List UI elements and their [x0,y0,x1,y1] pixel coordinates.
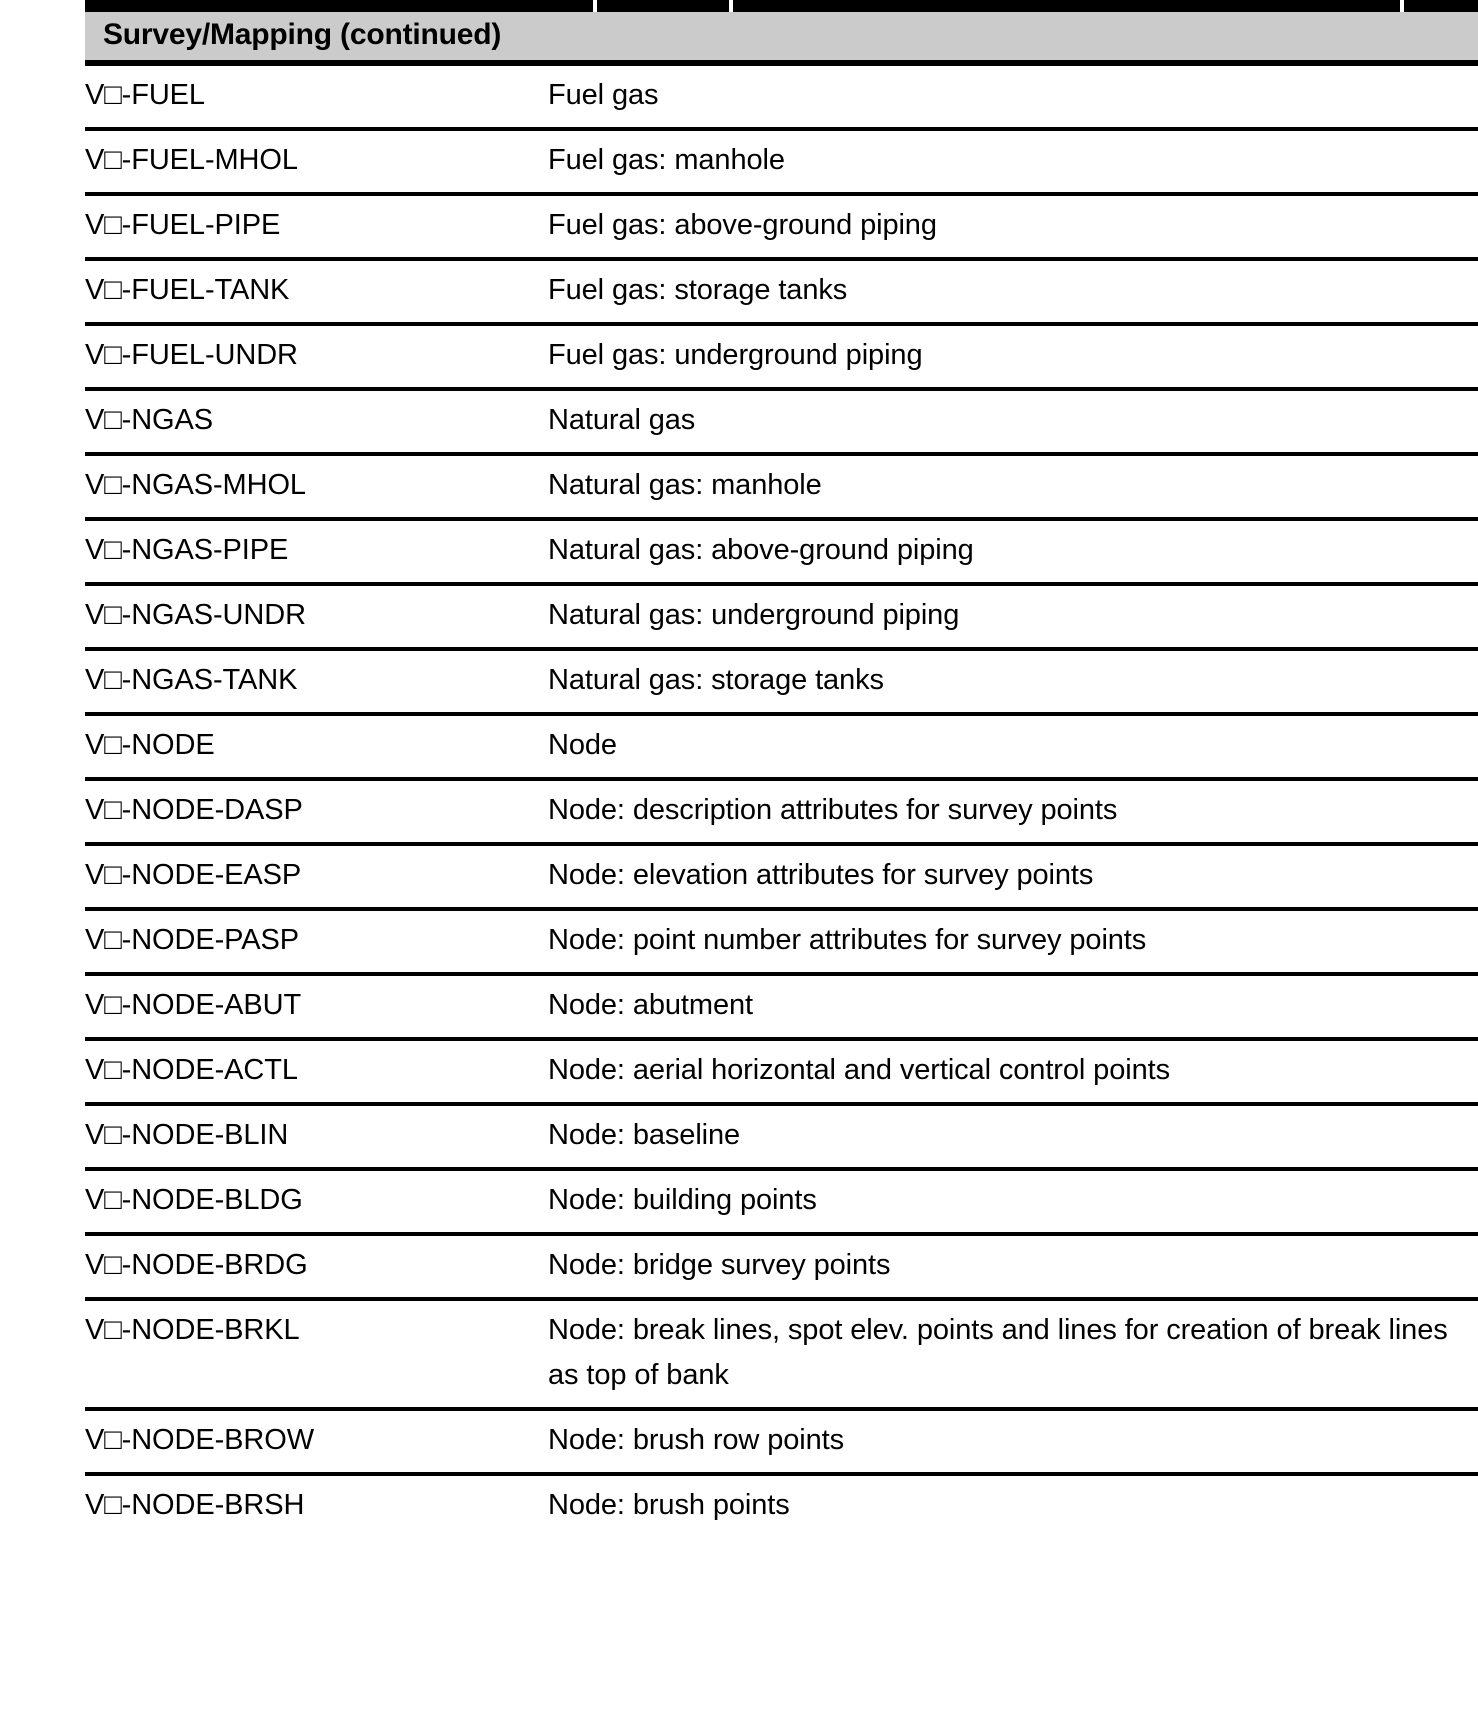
layer-code: V□-FUEL-PIPE [85,194,548,259]
layer-code: V□-NGAS-TANK [85,649,548,714]
layer-description: Node: break lines, spot elev. points and lines for creation of break lines as top of bank [548,1299,1478,1409]
layer-code: V□-NODE-BROW [85,1409,548,1474]
table-row [85,649,1478,714]
layer-description: Fuel gas: storage tanks [548,259,1478,324]
column-separator [593,0,597,12]
table-row [85,324,1478,389]
layer-code: V□-NODE-BLDG [85,1169,548,1234]
table-row [85,194,1478,259]
layer-code: V□-NGAS-MHOL [85,454,548,519]
layer-code: V□-FUEL-TANK [85,259,548,324]
layer-code: V□-NODE-PASP [85,909,548,974]
layer-code: V□-FUEL-MHOL [85,129,548,194]
layer-code: V□-FUEL-UNDR [85,324,548,389]
layer-code: V□-NODE-ACTL [85,1039,548,1104]
table-row [85,1409,1478,1474]
table-row [85,909,1478,974]
layer-description: Natural gas [548,389,1478,454]
layer-description: Node: bridge survey points [548,1234,1478,1299]
layer-description: Node: abutment [548,974,1478,1039]
layer-description: Node: baseline [548,1104,1478,1169]
table-row [85,974,1478,1039]
table-row [85,1299,1478,1409]
layer-code: V□-NODE-DASP [85,779,548,844]
table-row [85,389,1478,454]
layer-code: V□-NODE-EASP [85,844,548,909]
layer-code-table-body [85,66,1478,1537]
table-row [85,1234,1478,1299]
layer-description: Node: brush row points [548,1409,1478,1474]
clipped-previous-row-band [85,0,1478,12]
section-header-survey-mapping: Survey/Mapping (continued) [85,12,1478,66]
layer-description: Natural gas: manhole [548,454,1478,519]
layer-code: V□-NODE-BRKL [85,1299,548,1409]
table-row [85,584,1478,649]
layer-description: Node: elevation attributes for survey points [548,844,1478,909]
layer-description: Fuel gas: underground piping [548,324,1478,389]
layer-code: V□-NODE-BLIN [85,1104,548,1169]
layer-description: Fuel gas [548,66,1478,129]
layer-description: Node: point number attributes for survey points [548,909,1478,974]
layer-description: Node: building points [548,1169,1478,1234]
layer-code: V□-NGAS-UNDR [85,584,548,649]
layer-description: Node: aerial horizontal and vertical control points [548,1039,1478,1104]
layer-code: V□-FUEL [85,66,548,129]
layer-description: Node: brush points [548,1489,790,1521]
table-row [85,129,1478,194]
layer-description: Node: description attributes for survey points [548,779,1478,844]
layer-code: V□-NODE [85,714,548,779]
table-row [85,1039,1478,1104]
table-row [85,454,1478,519]
table-row [85,1474,1478,1537]
layer-code: V□-NGAS-PIPE [85,519,548,584]
layer-description: Natural gas: above-ground piping [548,519,1478,584]
table-row [85,259,1478,324]
column-separator [729,0,733,12]
layer-description: Fuel gas: manhole [548,129,1478,194]
layer-code-table [85,0,1478,1537]
table-row [85,844,1478,909]
layer-code: V□-NGAS [85,389,548,454]
layer-code: V□-NODE-BRDG [85,1234,548,1299]
column-separator [1400,0,1404,12]
table-row [85,779,1478,844]
layer-code: V□-NODE-BRSH [85,1489,305,1521]
table-row [85,66,1478,129]
layer-description: Natural gas: underground piping [548,584,1478,649]
layer-description: Fuel gas: above-ground piping [548,194,1478,259]
layer-description: Natural gas: storage tanks [548,649,1478,714]
layer-code: V□-NODE-ABUT [85,974,548,1039]
table-row [85,714,1478,779]
table-row [85,1169,1478,1234]
table-row [85,519,1478,584]
layer-description: Node [548,714,1478,779]
table-row [85,1104,1478,1169]
